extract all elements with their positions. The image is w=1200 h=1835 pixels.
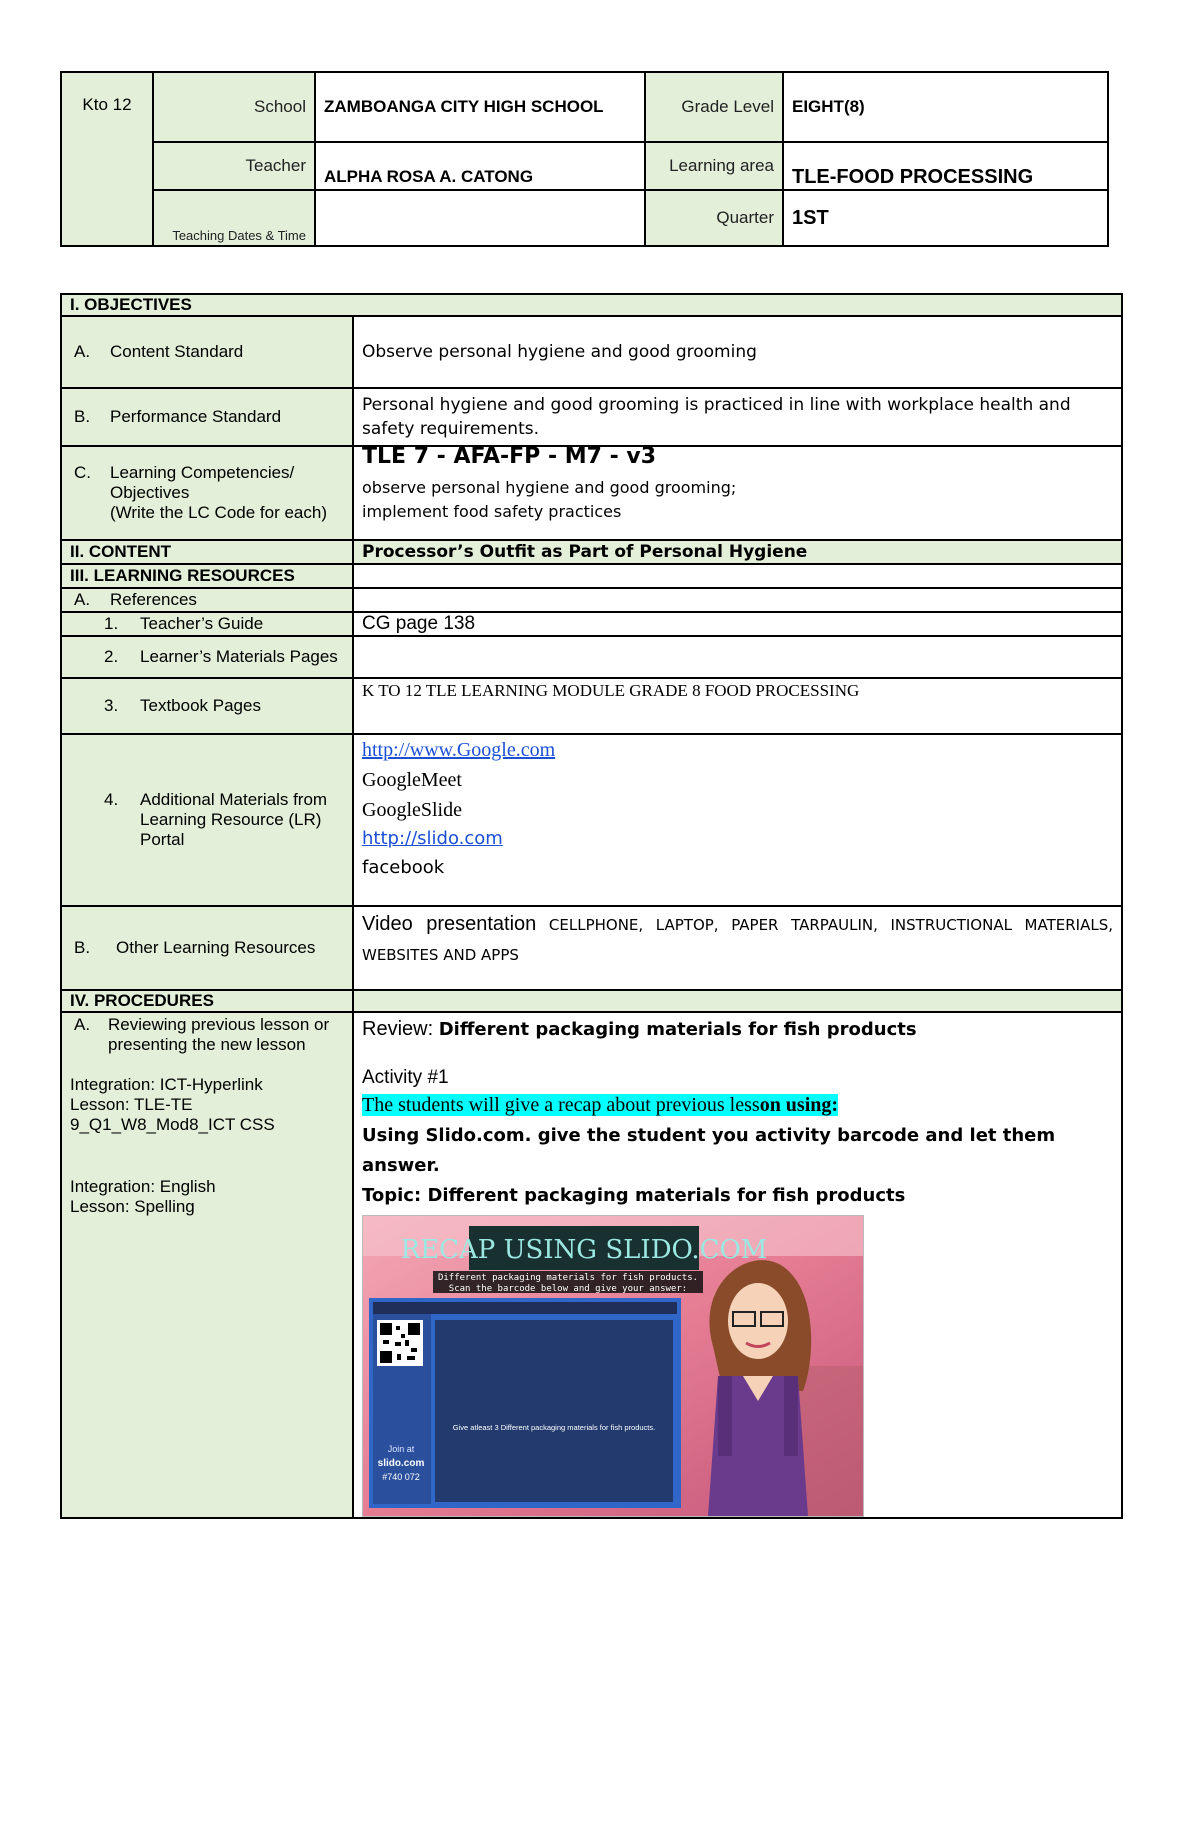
teacher-label: Teacher bbox=[153, 142, 315, 190]
integration-ict: Integration: ICT-Hyperlink bbox=[70, 1075, 263, 1094]
content-heading: II. CONTENT bbox=[61, 540, 353, 564]
resources-heading: III. LEARNING RESOURCES bbox=[61, 564, 353, 588]
references-value bbox=[353, 588, 1122, 612]
recap-line: The students will give a recap about previous lesson using: bbox=[362, 1094, 839, 1116]
slide-illustration bbox=[363, 1216, 863, 1516]
performance-standard-label: B. Performance Standard bbox=[61, 388, 353, 446]
other-resources-value: Video presentation CELLPHONE, LAPTOP, PAPER TARPAULIN, INSTRUCTIONAL MATERIALS, WEBSITES AND APPS bbox=[353, 906, 1122, 990]
topic-line: Topic: Different packaging materials for fish products bbox=[362, 1185, 906, 1206]
content-standard-value: Observe personal hygiene and good grooming bbox=[353, 316, 1122, 388]
slide-title: RECAP USING SLIDO.COM bbox=[400, 1235, 768, 1265]
procedures-heading-blank bbox=[353, 990, 1122, 1012]
procedure-a-value bbox=[353, 1012, 1122, 1518]
teachers-guide-label: 1. Teacher’s Guide bbox=[61, 612, 353, 636]
slido-join-at: Join at bbox=[387, 1444, 415, 1454]
slido-slide-image bbox=[362, 1215, 864, 1517]
school-value: ZAMBOANGA CITY HIGH SCHOOL bbox=[315, 72, 645, 142]
area-value: TLE-FOOD PROCESSING bbox=[783, 142, 1108, 190]
facebook-item: facebook bbox=[362, 857, 445, 878]
lesson-spelling: Lesson: Spelling bbox=[70, 1197, 195, 1216]
references-label: A. References bbox=[61, 588, 353, 612]
school-label: School bbox=[153, 72, 315, 142]
slido-question: Give atleast 3 Different packaging materials for fish products. bbox=[452, 1423, 656, 1432]
area-label: Learning area bbox=[645, 142, 783, 190]
quarter-label: Quarter bbox=[645, 190, 783, 246]
procedures-heading: IV. PROCEDURES bbox=[61, 990, 353, 1012]
additional-materials-label: 4. Additional Materials from Learning Resource (LR) Portal bbox=[61, 734, 353, 906]
teacher-value: ALPHA ROSA A. CATONG bbox=[315, 142, 645, 190]
googlemeet-item: GoogleMeet bbox=[362, 769, 462, 791]
slido-question-panel bbox=[435, 1320, 673, 1502]
quarter-value: 1ST bbox=[783, 190, 1108, 246]
learners-materials-value bbox=[353, 636, 1122, 678]
procedure-a-label: A. Reviewing previous lesson or presenting the new lesson Integration: ICT-Hyperlink Lesson: TLE-TE 9_Q1_W8_Mod8_ICT CSS Integration: English Lesson: Spelling bbox=[61, 1012, 353, 1518]
lc-objective-1: observe personal hygiene and good grooming; bbox=[362, 478, 737, 497]
lc-code: TLE 7 - AFA-FP - M7 - v3 bbox=[362, 446, 657, 469]
learners-materials-label: 2. Learner’s Materials Pages bbox=[61, 636, 353, 678]
objectives-heading: I. OBJECTIVES bbox=[61, 294, 1122, 316]
teachers-guide-value: CG page 138 bbox=[353, 612, 1122, 636]
learning-competencies-label: C. Learning Competencies/ Objectives (Write the LC Code for each) bbox=[61, 446, 353, 540]
slide-subtitle-1: Different packaging materials for fish products. bbox=[437, 1273, 699, 1283]
review-line: Review: Different packaging materials for fish products bbox=[362, 1018, 917, 1040]
content-standard-label: A. Content Standard bbox=[61, 316, 353, 388]
grade-label: Grade Level bbox=[645, 72, 783, 142]
other-resources-label: B. Other Learning Resources bbox=[61, 906, 353, 990]
header-table bbox=[60, 71, 1109, 247]
slido-join-site: slido.com bbox=[377, 1458, 425, 1469]
activity-line: Activity #1 bbox=[362, 1067, 449, 1088]
teacher-character-illustration bbox=[708, 1260, 811, 1516]
resources-heading-blank bbox=[353, 564, 1122, 588]
dates-value bbox=[315, 190, 645, 246]
content-value: Processor’s Outfit as Part of Personal Hygiene bbox=[353, 540, 1122, 564]
grade-value: EIGHT(8) bbox=[783, 72, 1108, 142]
slido-instruction: Using Slido.com. give the student you activity barcode and let them answer. bbox=[362, 1125, 1056, 1176]
lc-objective-2: implement food safety practices bbox=[362, 502, 622, 521]
lesson-ict: Lesson: TLE-TE 9_Q1_W8_Mod8_ICT CSS bbox=[70, 1095, 275, 1134]
lesson-plan-table bbox=[60, 293, 1123, 1519]
integration-english: Integration: English bbox=[70, 1177, 216, 1196]
google-link[interactable]: http://www.Google.com bbox=[362, 739, 556, 761]
learning-competencies-value bbox=[353, 446, 1122, 540]
googleslide-item: GoogleSlide bbox=[362, 799, 462, 821]
textbook-pages-label: 3. Textbook Pages bbox=[61, 678, 353, 734]
slide-subtitle-2: Scan the barcode below and give your answer: bbox=[448, 1284, 688, 1294]
textbook-pages-value: K TO 12 TLE LEARNING MODULE GRADE 8 FOOD PROCESSING bbox=[353, 678, 1122, 734]
performance-standard-value: Personal hygiene and good grooming is practiced in line with workplace health and safety requirements. bbox=[353, 388, 1122, 446]
slido-join-code: #740 072 bbox=[382, 1472, 420, 1482]
slido-link[interactable]: http://slido.com bbox=[362, 828, 503, 849]
dates-label: Teaching Dates & Time bbox=[153, 190, 315, 246]
additional-materials-value bbox=[353, 734, 1122, 906]
k12-label: Kto 12 bbox=[61, 72, 153, 246]
